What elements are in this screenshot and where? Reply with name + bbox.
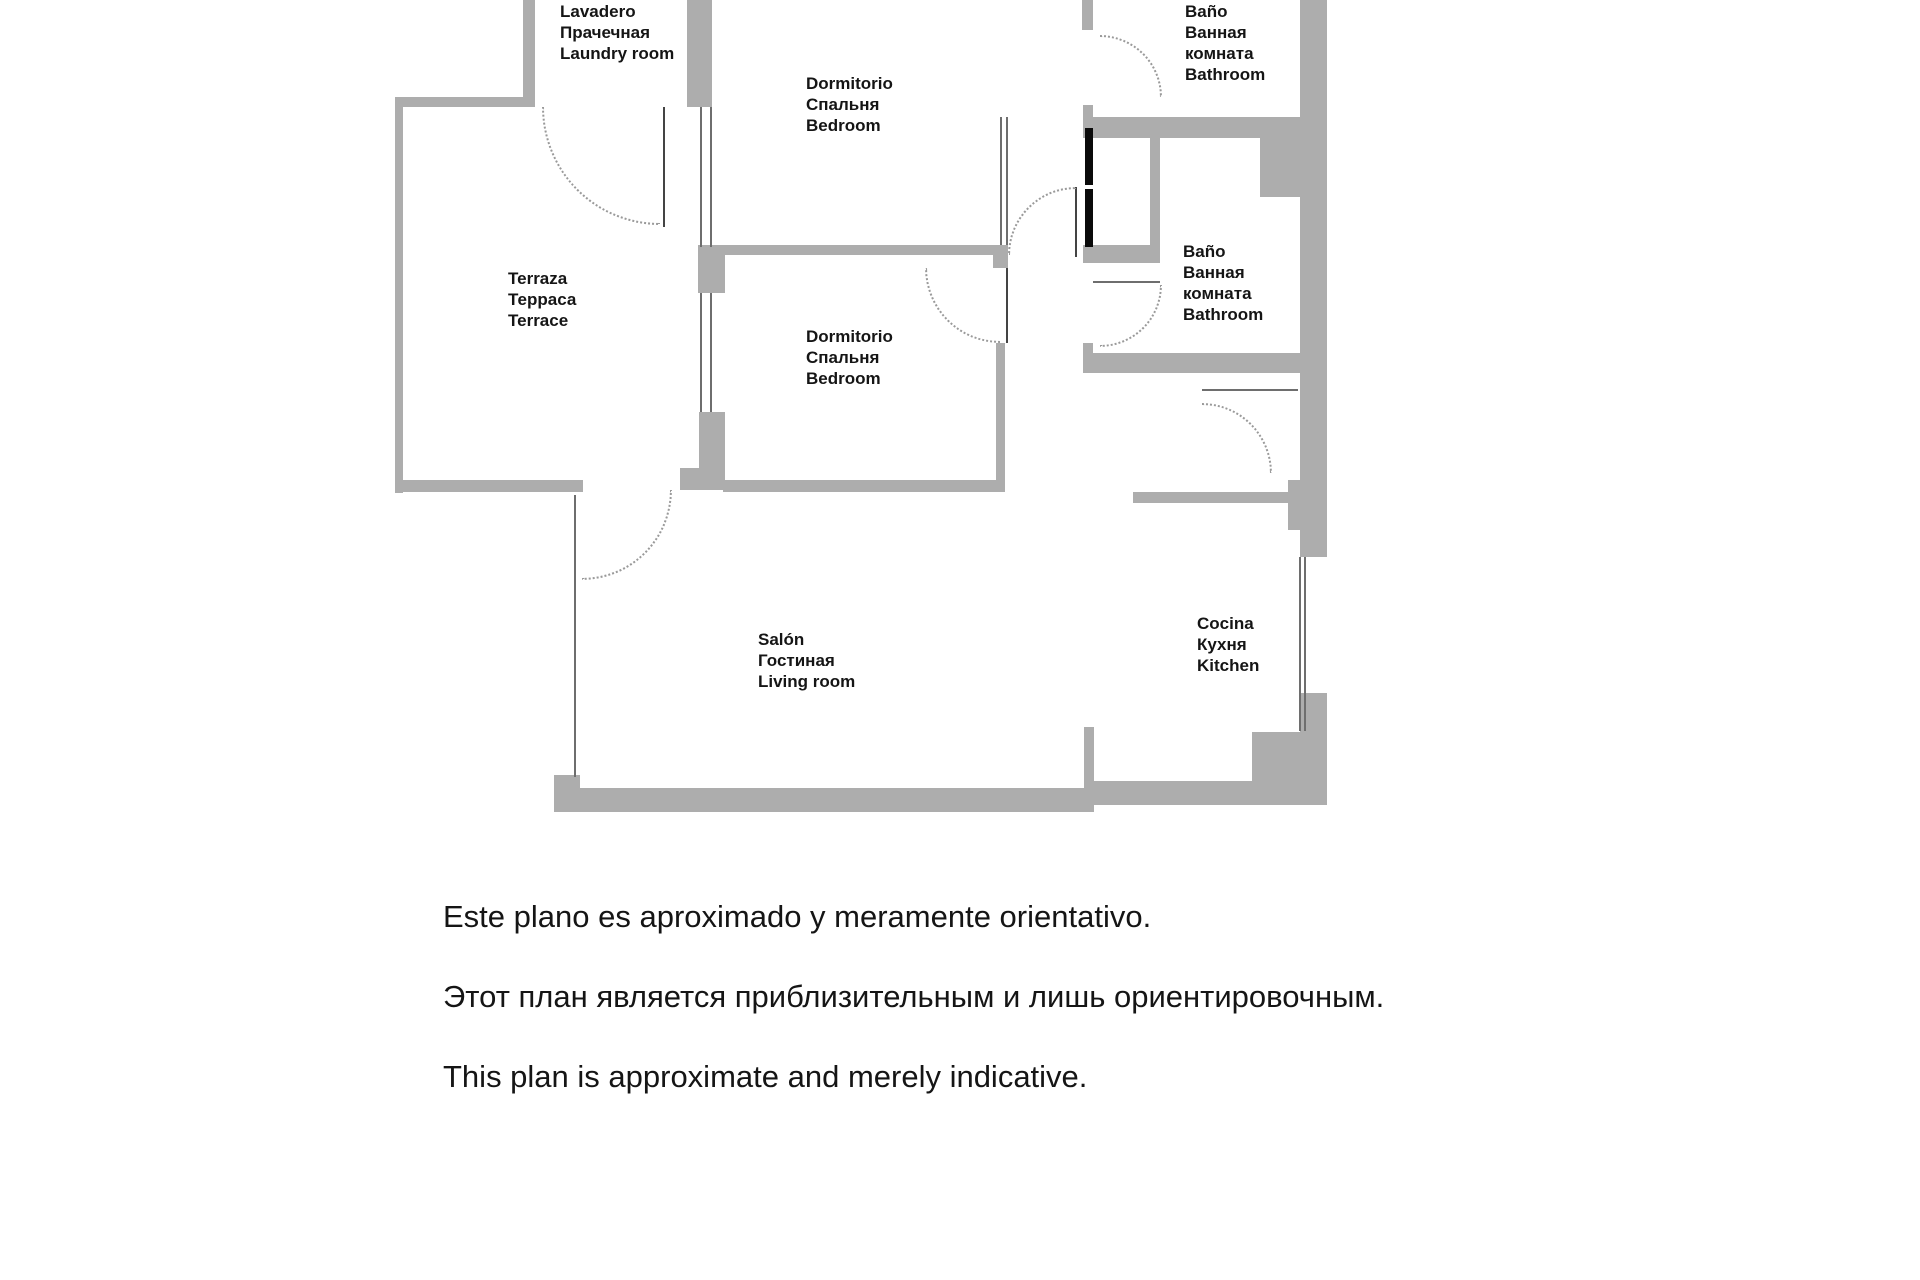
room-label-bedroom-top <box>806 73 893 136</box>
disclaimer-line-ru: Этот план является приблизительным и лишь ориентировочным. <box>443 979 1385 1014</box>
door-swing-arc <box>1100 285 1162 347</box>
room-label-line: Спальня <box>806 95 880 114</box>
room-label-kitchen <box>1197 613 1259 676</box>
room-label-line: Bathroom <box>1183 305 1264 324</box>
window-line <box>1299 557 1301 731</box>
window-line <box>700 293 702 412</box>
window-line <box>574 495 576 777</box>
wall-segment <box>993 245 1008 268</box>
window-line <box>700 107 702 247</box>
wall-segment <box>395 480 583 492</box>
wall-segment <box>395 97 403 493</box>
wall-segment <box>1300 0 1327 557</box>
room-label-line: Lavadero <box>560 2 636 21</box>
room-label-line: Baño <box>1185 2 1228 21</box>
room-label-line: Bedroom <box>806 116 881 135</box>
room-label-line: Terraza <box>508 269 568 288</box>
door-swing-arc <box>1100 35 1162 97</box>
wall-segment <box>687 0 712 107</box>
wall-segment <box>1082 0 1093 30</box>
room-label-line: Прачечная <box>560 23 651 42</box>
wall-segment <box>1083 353 1300 373</box>
wall-segment <box>1133 492 1290 503</box>
room-label-bedroom-mid <box>806 326 893 389</box>
wall-segment <box>1083 245 1160 263</box>
room-label-line: Baño <box>1183 242 1226 261</box>
door-swing-arc <box>542 107 660 225</box>
disclaimer-line-en: This plan is approximate and merely indicative. <box>443 1059 1088 1094</box>
wall-segment <box>700 245 1008 255</box>
wall-segment <box>1094 781 1252 805</box>
wall-segment <box>554 788 1094 812</box>
room-label-line: Kitchen <box>1197 656 1260 675</box>
door-swing-arc <box>1202 403 1272 473</box>
wall-segment <box>723 480 1005 492</box>
wall-segment <box>395 97 535 107</box>
room-label-line: Спальня <box>806 348 880 367</box>
room-label-laundry <box>560 1 674 64</box>
opening-line <box>1093 281 1160 283</box>
wall-segment <box>554 775 580 812</box>
window-line <box>1304 557 1306 731</box>
wall-segment <box>523 0 535 107</box>
door-swing-arc <box>1008 187 1076 255</box>
room-label-line: Living room <box>758 672 856 691</box>
room-label-line: Terrace <box>508 311 569 330</box>
wall-segment <box>698 245 725 293</box>
room-label-terrace <box>508 268 576 331</box>
structural-column <box>1085 128 1093 185</box>
room-label-line: Dormitorio <box>806 327 893 346</box>
room-label-line: Salón <box>758 630 805 649</box>
wall-segment <box>1252 732 1302 805</box>
wall-segment <box>1150 138 1160 263</box>
disclaimer-line-es: Este plano es aproximado y meramente orientativo. <box>443 899 1152 934</box>
window-line <box>710 293 712 412</box>
room-label-line: Dormitorio <box>806 74 893 93</box>
door-leaf-line <box>663 107 665 227</box>
wall-segment <box>996 343 1005 492</box>
structural-column <box>1085 189 1093 247</box>
room-label-line: Терраса <box>508 290 577 309</box>
room-label-line: Ванная <box>1183 263 1245 282</box>
door-swing-arc <box>582 490 672 580</box>
wall-segment <box>680 468 725 490</box>
room-label-line: Laundry room <box>560 44 675 63</box>
partition-line <box>1000 117 1002 245</box>
room-label-line: Cocina <box>1197 614 1254 633</box>
room-label-line: комната <box>1185 44 1254 63</box>
room-label-line: Bedroom <box>806 369 881 388</box>
wall-segment <box>1288 480 1300 530</box>
door-leaf-line <box>1006 268 1008 343</box>
room-label-line: Ванная <box>1185 23 1247 42</box>
room-label-living <box>758 629 855 692</box>
room-label-line: Кухня <box>1197 635 1247 654</box>
room-label-bathroom-top <box>1185 1 1265 85</box>
partition-line <box>1006 117 1008 245</box>
room-label-line: комната <box>1183 284 1252 303</box>
window-line <box>710 107 712 247</box>
wall-segment <box>699 412 725 470</box>
door-swing-arc <box>925 268 1000 343</box>
wall-segment <box>1260 138 1300 197</box>
opening-line <box>1202 389 1298 391</box>
room-label-bathroom-mid <box>1183 241 1263 325</box>
wall-segment <box>1083 105 1093 117</box>
room-label-line: Гостиная <box>758 651 835 670</box>
wall-segment <box>1083 117 1300 138</box>
room-label-line: Bathroom <box>1185 65 1266 84</box>
